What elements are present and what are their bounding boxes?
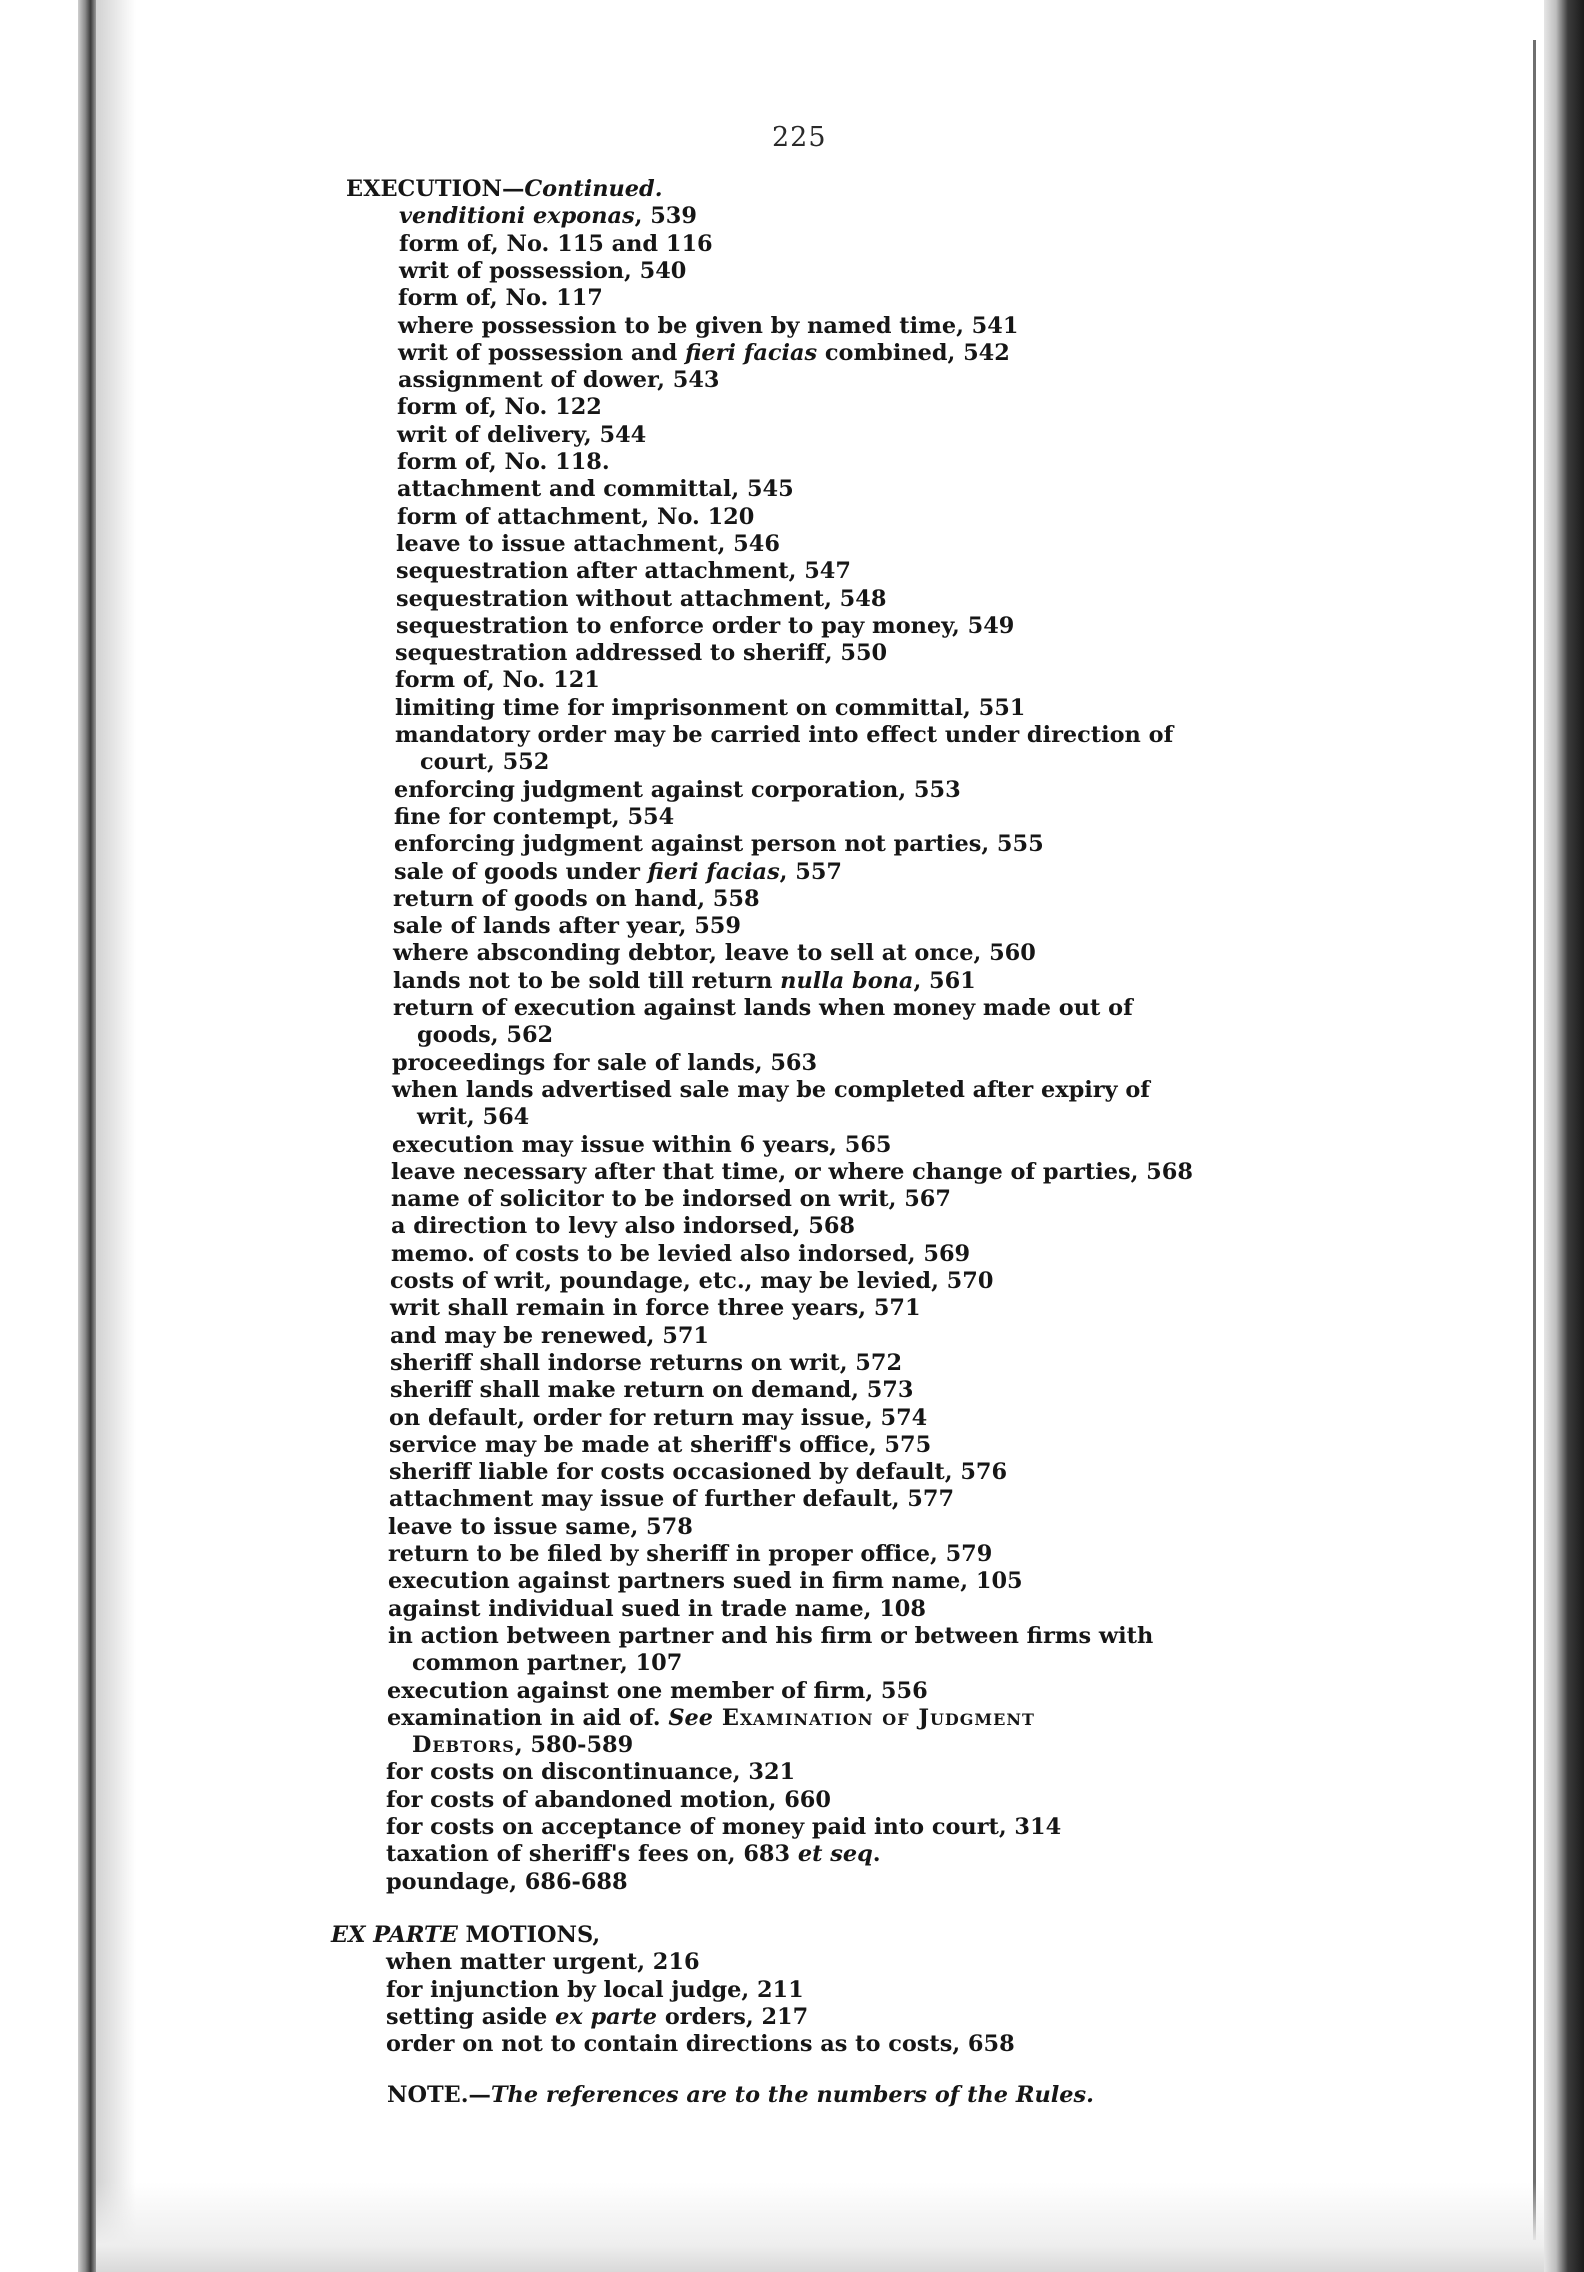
entry-text: form of, No. 118. bbox=[397, 449, 610, 475]
index-entry bbox=[386, 1949, 700, 1976]
index-entry bbox=[398, 313, 1018, 340]
entry-text: writ of possession, 540 bbox=[399, 257, 687, 284]
index-entry bbox=[396, 531, 780, 558]
entry-italic: nulla bona bbox=[780, 967, 914, 994]
index-entry bbox=[392, 1132, 892, 1159]
index-entry bbox=[396, 558, 851, 585]
entry-text: limiting time for imprisonment on committal, 551 bbox=[395, 694, 1026, 721]
index-entry bbox=[417, 1022, 553, 1049]
entry-text: leave necessary after that time, or where change of parties, 568 bbox=[391, 1158, 1193, 1185]
entry-rest: combined, 542 bbox=[817, 339, 1010, 366]
entry-rest: , 580-589 bbox=[514, 1732, 634, 1759]
index-entry bbox=[393, 886, 760, 913]
entry-rest: , 557 bbox=[779, 858, 843, 885]
index-entry bbox=[391, 1241, 970, 1268]
entry-text: writ shall remain in force three years, 571 bbox=[390, 1295, 921, 1322]
heading-rest: MOTIONS, bbox=[457, 1921, 601, 1948]
entry-text: form of attachment, No. 120 bbox=[397, 503, 755, 530]
entry-text: taxation of sheriff's fees on, 683 bbox=[386, 1841, 798, 1868]
index-entry bbox=[397, 504, 754, 531]
index-entry bbox=[393, 940, 1036, 967]
index-entry bbox=[387, 1705, 1035, 1732]
index-entry bbox=[387, 1678, 928, 1705]
index-entry bbox=[420, 749, 549, 776]
entry-text: sequestration after attachment, 547 bbox=[396, 558, 851, 585]
index-entry bbox=[391, 1213, 855, 1240]
entry-text: sale of goods under bbox=[394, 858, 648, 885]
entry-text: lands not to be sold till return bbox=[393, 967, 781, 994]
entry-text: and may be renewed, 571 bbox=[390, 1322, 710, 1349]
entry-text: sequestration without attachment, 548 bbox=[396, 585, 887, 612]
index-entry bbox=[412, 1650, 682, 1677]
index-entry bbox=[398, 285, 603, 312]
entry-text: in action between partner and his firm or between firms with bbox=[388, 1622, 1154, 1649]
index-entry bbox=[386, 2004, 808, 2031]
entry-text: fine for contempt, 554 bbox=[394, 803, 675, 830]
entry-text: service may be made at sheriff's office, 575 bbox=[389, 1431, 932, 1458]
entry-text: name of solicitor to be indorsed on writ, 567 bbox=[391, 1186, 951, 1213]
entry-text: when matter urgent, 216 bbox=[386, 1949, 700, 1976]
entry-text: form of, No. 117 bbox=[398, 285, 603, 312]
entry-text: form of, No. 121 bbox=[395, 667, 600, 694]
entry-text: for costs on discontinuance, 321 bbox=[386, 1759, 796, 1786]
spine-shadow bbox=[96, 0, 136, 2272]
index-entry bbox=[386, 2031, 1015, 2058]
index-entry bbox=[386, 1977, 804, 2004]
entry-text: for injunction by local judge, 211 bbox=[386, 1976, 804, 2003]
entry-text: execution against partners sued in firm name, 105 bbox=[388, 1568, 1023, 1595]
entry-small-caps: Debtors bbox=[412, 1732, 515, 1759]
entry-text: attachment and committal, 545 bbox=[397, 476, 794, 503]
index-entry bbox=[399, 203, 697, 230]
index-entry bbox=[392, 1050, 817, 1077]
index-entry bbox=[397, 394, 602, 421]
entry-text: sequestration to enforce order to pay money, 549 bbox=[396, 612, 1015, 639]
index-entry bbox=[386, 1841, 881, 1868]
index-entry bbox=[399, 258, 686, 285]
index-entry bbox=[391, 1186, 951, 1213]
entry-text: sequestration addressed to sheriff, 550 bbox=[395, 640, 888, 667]
index-entry bbox=[394, 831, 1044, 858]
index-entry bbox=[389, 1486, 954, 1513]
index-entry bbox=[390, 1295, 921, 1322]
index-entry bbox=[390, 1350, 902, 1377]
entry-text: against individual sued in trade name, 108 bbox=[388, 1595, 926, 1622]
index-entry bbox=[389, 1405, 927, 1432]
entry-text: a direction to levy also indorsed, 568 bbox=[391, 1213, 855, 1240]
index-entry bbox=[417, 1104, 529, 1131]
heading-text: EXECUTION bbox=[346, 176, 502, 202]
entry-text: order on not to contain directions as to costs, 658 bbox=[386, 2031, 1015, 2058]
index-entry bbox=[398, 340, 1010, 367]
entry-text: where absconding debtor, leave to sell at once, 560 bbox=[393, 940, 1036, 967]
index-entry bbox=[390, 1323, 709, 1350]
entry-text: form of, No. 122 bbox=[397, 394, 602, 421]
index-entry bbox=[396, 586, 886, 613]
entry-italic: et seq bbox=[797, 1841, 873, 1868]
heading-continued: Continued. bbox=[524, 176, 663, 202]
bottom-shade bbox=[96, 2182, 1544, 2272]
index-entry bbox=[395, 695, 1025, 722]
entry-text: mandatory order may be carried into effect under direction of bbox=[395, 722, 1174, 748]
note-text: The references are to the numbers of the Rules. bbox=[490, 2082, 1094, 2109]
entry-text: sheriff shall make return on demand, 573 bbox=[390, 1377, 914, 1404]
entry-rest: . bbox=[872, 1841, 881, 1868]
index-entry bbox=[393, 913, 741, 940]
entry-text: proceedings for sale of lands, 563 bbox=[392, 1049, 818, 1076]
index-entry bbox=[389, 1432, 931, 1459]
index-entry bbox=[386, 1869, 628, 1896]
section-heading-ex-parte bbox=[331, 1922, 600, 1949]
index-entry bbox=[394, 804, 674, 831]
index-entry bbox=[386, 1787, 831, 1814]
entry-text: costs of writ, poundage, etc., may be levied, 570 bbox=[390, 1268, 994, 1294]
entry-text: assignment of dower, 543 bbox=[398, 367, 720, 394]
entry-text: sheriff liable for costs occasioned by default, 576 bbox=[389, 1459, 1008, 1486]
entry-text: attachment may issue of further default, 577 bbox=[389, 1486, 955, 1513]
entry-italic: fieri facias bbox=[647, 858, 780, 885]
entry-text: setting aside bbox=[386, 2003, 556, 2030]
index-entry bbox=[397, 476, 794, 503]
entry-text: where possession to be given by named time, 541 bbox=[398, 312, 1019, 339]
index-entry bbox=[386, 1759, 795, 1786]
entry-text: on default, order for return may issue, 574 bbox=[389, 1404, 928, 1431]
index-entry bbox=[398, 367, 719, 394]
entry-text: execution against one member of firm, 556 bbox=[387, 1677, 928, 1704]
entry-text: goods, 562 bbox=[417, 1022, 554, 1049]
footnote bbox=[387, 2082, 1094, 2109]
index-entry bbox=[395, 667, 600, 694]
entry-text: writ of possession and bbox=[398, 339, 686, 366]
entry-rest: , 561 bbox=[913, 967, 976, 994]
entry-text: sale of lands after year, 559 bbox=[393, 913, 741, 940]
index-entry bbox=[395, 722, 1173, 749]
index-entry bbox=[392, 1077, 1150, 1104]
entry-text: court, 552 bbox=[420, 749, 550, 776]
page-number: 225 bbox=[772, 122, 827, 153]
index-entry bbox=[388, 1596, 926, 1623]
index-entry bbox=[397, 422, 646, 449]
page-edge bbox=[1544, 0, 1584, 2272]
entry-text: common partner, 107 bbox=[412, 1650, 683, 1677]
entry-rest: , 539 bbox=[634, 203, 697, 230]
section-heading-execution: EXECUTION—Continued. bbox=[346, 176, 663, 202]
index-entry bbox=[393, 995, 1133, 1022]
entry-text: return of goods on hand, 558 bbox=[393, 885, 760, 912]
entry-text: form of, No. 115 and 116 bbox=[399, 230, 713, 257]
entry-text: for costs on acceptance of money paid into court, 314 bbox=[386, 1814, 1062, 1840]
entry-text: poundage, 686-688 bbox=[386, 1868, 628, 1895]
entry-text: enforcing judgment against corporation, 553 bbox=[394, 776, 961, 803]
index-entry bbox=[389, 1459, 1007, 1486]
entry-text: writ of delivery, 544 bbox=[397, 421, 647, 448]
book-spine bbox=[78, 0, 96, 2272]
entry-small-caps: Examination of Judgment bbox=[713, 1704, 1035, 1731]
index-entry bbox=[388, 1514, 693, 1541]
entry-text: memo. of costs to be levied also indorsed, 569 bbox=[391, 1240, 971, 1267]
index-entry bbox=[393, 968, 976, 995]
entry-text: execution may issue within 6 years, 565 bbox=[392, 1131, 892, 1158]
entry-italic: ex parte bbox=[555, 2003, 658, 2030]
entry-italic: See bbox=[668, 1704, 714, 1731]
entry-text: leave to issue same, 578 bbox=[388, 1513, 693, 1540]
index-entry bbox=[388, 1623, 1153, 1650]
entry-text: return to be filed by sheriff in proper office, 579 bbox=[388, 1541, 993, 1567]
note-label: NOTE.— bbox=[387, 2082, 491, 2109]
index-entry bbox=[388, 1541, 992, 1568]
index-entry bbox=[388, 1568, 1023, 1595]
entry-italic: venditioni exponas bbox=[399, 203, 635, 230]
entry-text: when lands advertised sale may be completed after expiry of bbox=[392, 1076, 1150, 1103]
entry-text: leave to issue attachment, 546 bbox=[396, 530, 780, 557]
index-entry bbox=[412, 1732, 633, 1759]
index-entry bbox=[394, 859, 842, 886]
index-entry bbox=[396, 613, 1014, 640]
index-entry bbox=[397, 449, 610, 476]
page-edge-line bbox=[1533, 40, 1536, 2240]
index-entry bbox=[390, 1268, 993, 1295]
entry-text: writ, 564 bbox=[417, 1104, 530, 1131]
index-entry bbox=[391, 1159, 1193, 1186]
entry-italic: fieri facias bbox=[685, 339, 818, 366]
index-entry bbox=[395, 640, 887, 667]
entry-text: for costs of abandoned motion, 660 bbox=[386, 1786, 831, 1813]
heading-italic: EX PARTE bbox=[331, 1921, 458, 1948]
entry-text: sheriff shall indorse returns on writ, 572 bbox=[390, 1349, 903, 1376]
entry-text: enforcing judgment against person not parties, 555 bbox=[394, 831, 1044, 858]
index-entry bbox=[390, 1377, 913, 1404]
entry-text: examination in aid of. bbox=[387, 1704, 669, 1731]
entry-rest: orders, 217 bbox=[657, 2003, 809, 2030]
index-entry bbox=[399, 231, 713, 258]
index-entry bbox=[386, 1814, 1061, 1841]
index-entry bbox=[394, 777, 961, 804]
entry-text: return of execution against lands when money made out of bbox=[393, 995, 1133, 1021]
